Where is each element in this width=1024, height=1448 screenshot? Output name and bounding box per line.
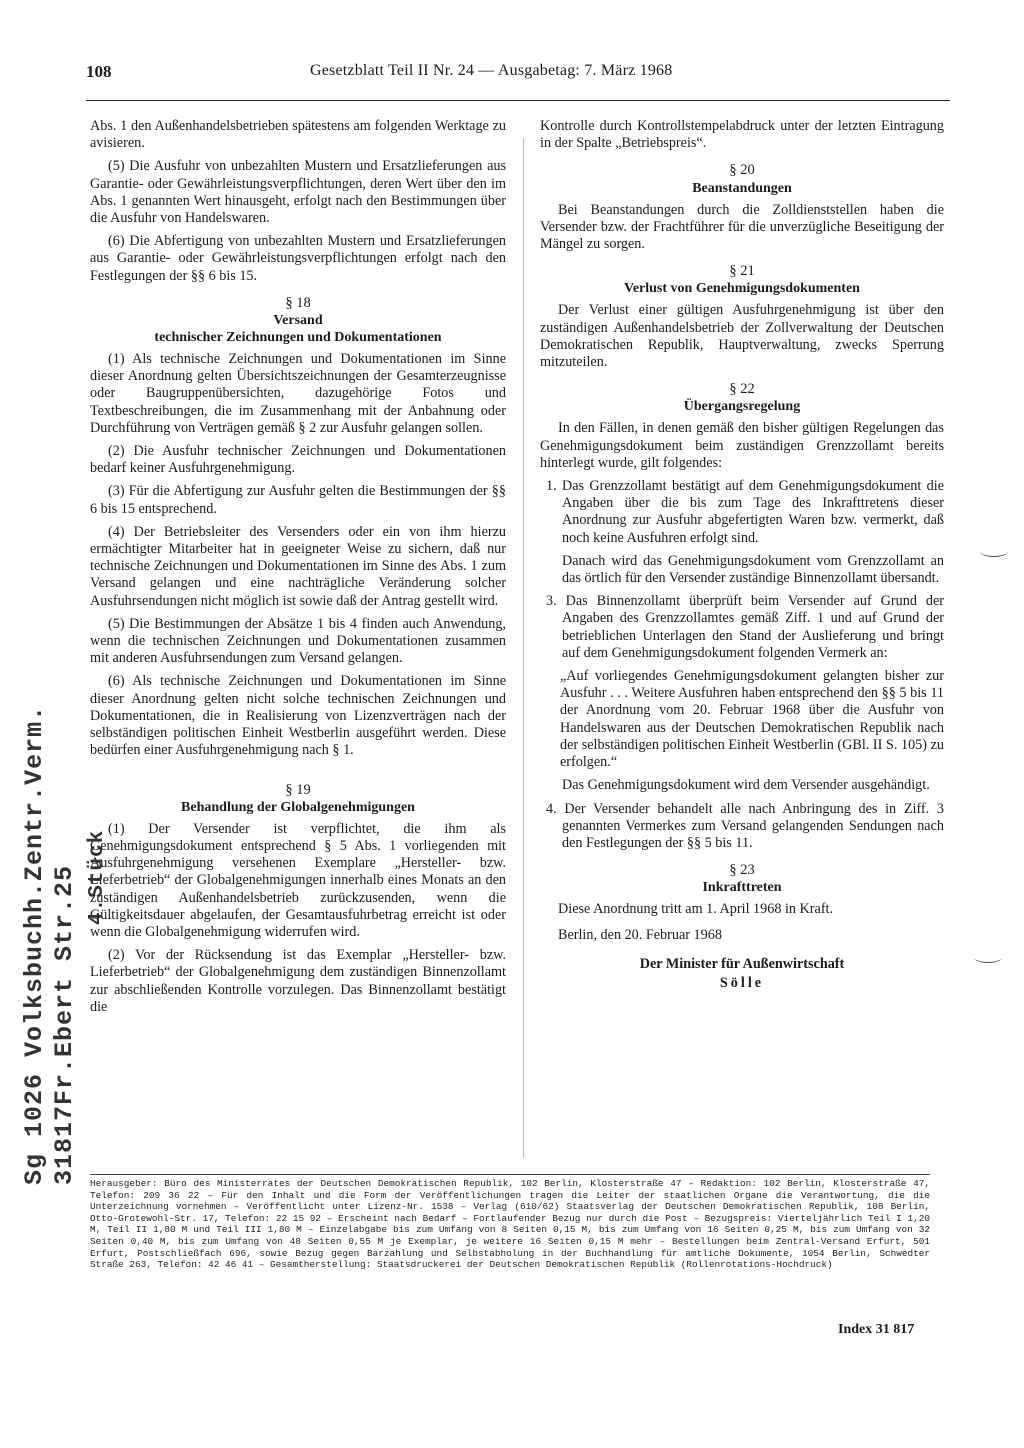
paragraph: Bei Beanstandungen durch die Zolldienststellen haben die Versender bzw. der Frachtführer für die unverzügliche Beseitigung der Mängel zu sorgen.	[540, 201, 944, 253]
section-title: Übergangsregelung	[683, 399, 801, 415]
section-number: § 21	[729, 263, 755, 280]
library-stamp-line: 31817Fr.Ebert Str.25	[50, 864, 79, 1185]
list-item: 4. Der Versender behandelt alle nach Anbringung des in Ziff. 3 genannten Vermerkes zum Versand gelangenden Sendungen nach den Festlegungen der §§ 5 bis 11.	[546, 800, 944, 851]
paragraph: (4) Der Betriebsleiter des Versenders oder ein von ihm hierzu ermächtigter Mitarbeiter hat in geeigneter Weise zu sichern, daß nur technische Zeichnungen und Dokumentationen im Sinne des Abs. 1 zum Versand gelangen und eine nachträgliche Veränderung solcher Ausfuhrsendungen nicht möglich ist sowie daß der Antrag gestellt wird.	[90, 523, 506, 609]
paragraph: Das Genehmigungsdokument wird dem Versender ausgehändigt.	[562, 777, 930, 794]
section-title-line: technischer Zeichnungen und Dokumentationen	[154, 330, 442, 346]
list-item: 3. Das Binnenzollamt überprüft beim Versender auf Grund der Angaben des Grenzzollamtes gemäß Ziff. 1 und auf Grund der betrieblichen Unterlagen den Stand der Auslieferung und bringt auf dem Genehmigungsdokument folgenden Vermerk an:	[546, 593, 944, 661]
column-divider	[523, 138, 524, 1158]
section-number: § 19	[285, 781, 311, 798]
section-title	[90, 312, 506, 346]
footer-divider	[90, 1174, 930, 1175]
paragraph: Der Verlust einer gültigen Ausfuhrgenehmigung ist über den zuständigen Außenhandelsbetrieb der Zollverwaltung der Deutschen Demokratischen Republik, Hauptverwaltung, zwecks Sperrung mitzuteilen.	[540, 302, 944, 371]
paragraph: (2) Vor der Rücksendung ist das Exemplar „Hersteller- bzw. Lieferbetrieb“ der Globalgenehmigung dem zuständigen Binnenzollamt zur abschließenden Kontrolle vorzulegen. Das Binnenzollamt bestätigt die	[90, 947, 506, 1015]
paragraph: Abs. 1 den Außenhandelsbetrieben spätestens am folgenden Werktage zu avisieren.	[90, 118, 506, 152]
section-number: § 22	[729, 381, 755, 398]
section-number: § 18	[285, 294, 311, 311]
minister-title: Der Minister für Außenwirtschaft	[639, 955, 845, 972]
paragraph: (1) Als technische Zeichnungen und Dokumentationen im Sinne dieser Anordnung gelten Übersichtszeichnungen der Gesamterzeugnisse oder Baugruppenübersichten, dazugehörige Fotos und Textbeschreibungen, die im Zusammenhang mit der Anbahnung oder Durchführung von Verträgen gemäß § 2 zur Ausfuhr gelangen sollen.	[90, 351, 506, 436]
section-number: § 23	[729, 862, 755, 879]
list-item: 1. Das Grenzzollamt bestätigt auf dem Genehmigungsdokument die Angaben über die bis zum Tage des Inkrafttretens dieser Anordnung zur Ausfuhr abgefertigten Waren bzw. vermerkt, daß noch keine Ausfuhren erfolgt sind.	[546, 478, 944, 546]
paragraph: Kontrolle durch Kontrollstempelabdruck unter der letzten Eintragung in der Spalte „Betriebspreis“.	[540, 118, 944, 152]
paragraph: (2) Die Ausfuhr technischer Zeichnungen und Dokumentationen bedarf keiner Ausfuhrgenehmigung.	[90, 443, 506, 477]
page-number: 108	[86, 62, 112, 81]
list-item: Danach wird das Genehmigungsdokument vom Grenzzollamt an das örtlich für den Versender zuständige Binnenzollamt übersandt.	[562, 552, 944, 587]
paragraph: In den Fällen, in denen gemäß den bisher gültigen Regelungen das Genehmigungsdokument beim zuständigen Grenzzollamt bereits hinterlegt wurde, gilt folgendes:	[540, 420, 944, 471]
right-column	[540, 118, 944, 992]
place-date: Berlin, den 20. Februar 1968	[558, 926, 722, 943]
paragraph: (5) Die Ausfuhr von unbezahlten Mustern und Ersatzlieferungen aus Garantie- oder Gewährleistungsverpflichtungen, deren Wert über den im Abs. 1 genannten Wert hinausgeht, erfolgt nach den Bestimmungen über die Ausfuhr von Handelswaren.	[90, 158, 506, 227]
margin-pencil-mark	[974, 952, 1002, 963]
library-stamp-line: Sg 1026 Volksbuchh.Zentr.Verm.	[20, 704, 49, 1185]
quoted-note: „Auf vorliegendes Genehmigungsdokument gelangten bisher zur Ausfuhr . . . Weitere Ausfuhren haben entsprechend den §§ 5 bis 11 der Anordnung vom 20. Februar 1968 über die Ausfuhr von Handelswaren aus der Deutschen Demokratischen Republik nach der selbständigen politischen Einheit Westberlin (GBl. II S. 105) zu erfolgen.“	[560, 668, 944, 771]
paragraph: Diese Anordnung tritt am 1. April 1968 in Kraft.	[558, 901, 834, 918]
index-number: Index 31 817	[838, 1322, 915, 1337]
paragraph: (6) Die Abfertigung von unbezahlten Mustern und Ersatzlieferungen aus Garantie- oder Gewährleistungsverpflichtungen erfolgt nach den Festlegungen der §§ 6 bis 15.	[90, 233, 506, 284]
margin-pencil-mark	[980, 546, 1008, 557]
section-number: § 20	[729, 162, 755, 179]
section-title-line: Versand	[273, 313, 323, 329]
imprint: Herausgeber: Büro des Ministerrates der Deutschen Demokratischen Republik, 102 Berlin, Klosterstraße 47 – Redaktion: 102 Berlin, Klosterstraße 47, Telefon: 209 36 22 – Für den Inhalt und die Form der Veröffentlichungen tragen die Leiter der staatlichen Organe die Verantwortung, die die Unterzeichnung vornehmen – Veröffentlicht unter Lizenz-Nr. 1538 – Verlag (610/62) Staatsverlag der Deutschen Demokratischen Republik, 108 Berlin, Otto-Grotewohl-Str. 17, Telefon: 22 15 92 – Erscheint nach Bedarf – Fortlaufender Bezug nur durch die Post – Bezugspreis: Vierteljährlich Teil I 1,20 M, Teil II 1,80 M und Teil III 1,80 M – Einzelabgabe bis zum Umfang von 8 Seiten 0,15 M, bis zum Umfang von 16 Seiten 0,25 M, bis zum Umfang von 32 Seiten 0,40 M, bis zum Umfang von 48 Seiten 0,55 M je Exemplar, je weitere 16 Seiten 0,15 M mehr – Bestellungen beim Zentral-Versand Erfurt, 501 Erfurt, Postschließfach 696, sowie Bezug gegen Barzahlung und Selbstabholung in der Buchhandlung für amtliche Dokumente, 1054 Berlin, Schwedter Straße 263, Telefon: 42 46 41 – Gesamtherstellung: Staatsdruckerei der Deutschen Demokratischen Republik (Rollenrotations-Hochdruck)	[90, 1178, 930, 1271]
section-title: Behandlung der Globalgenehmigungen	[181, 799, 415, 815]
paragraph: (5) Die Bestimmungen der Absätze 1 bis 4 finden auch Anwendung, wenn die technischen Zeichnungen und Dokumentationen zusammen mit anderen Ausfuhrsendungen zum Versand gelangen.	[90, 615, 506, 667]
section-title: Verlust von Genehmigungsdokumenten	[624, 281, 860, 297]
running-head: Gesetzblatt Teil II Nr. 24 — Ausgabetag: 7. März 1968	[310, 62, 673, 79]
section-title: Beanstandungen	[692, 180, 792, 196]
paragraph: (6) Als technische Zeichnungen und Dokumentationen im Sinne dieser Anordnung gelten nicht solche technischen Zeichnungen und Dokumentationen, die in Realisierung von Lizenzverträgen nach der selbständigen politischen Einheit Westberlin ausgeführt werden. Diese bedürfen einer Ausfuhrgenehmigung nach § 1.	[90, 673, 506, 759]
left-column	[90, 118, 506, 1022]
library-stamp-line: 4.Stück	[86, 829, 109, 925]
paragraph: (3) Für die Abfertigung zur Ausfuhr gelten die Bestimmungen der §§ 6 bis 15 entsprechend.	[90, 483, 506, 517]
paragraph: (1) Der Versender ist verpflichtet, die ihm als Genehmigungsdokument entsprechend § 5 Abs. 1 vorliegenden mit Ausfuhrgenehmigung versehenen Exemplare „Hersteller- bzw. Lieferbetrieb“ der Globalgenehmigungen innerhalb eines Monats an den zuständigen Außenhandelsbetrieb zurückzusenden, wenn die Gültigkeitsdauer abgelaufen, der Gesamtausfuhrbetrag erreicht ist oder wenn die Globalgenehmigung widerrufen wird.	[90, 820, 506, 940]
minister-name: Sölle	[719, 974, 765, 991]
page-header	[86, 58, 950, 101]
section-title: Inkrafttreten	[702, 880, 782, 896]
